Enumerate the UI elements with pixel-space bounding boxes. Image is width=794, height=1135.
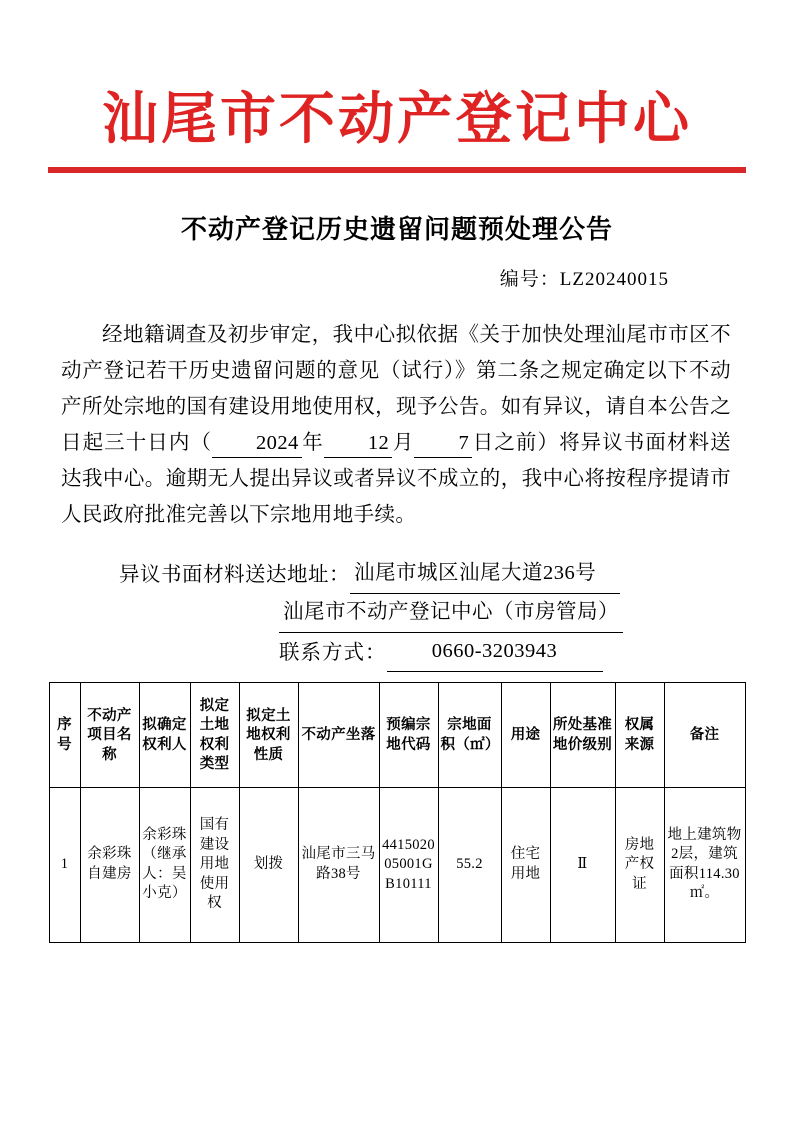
cell-usage: 住宅用地 [501,787,550,942]
deadline-year-field: 2024 [212,429,302,458]
paragraph-part-2: 前）将异议书面材料送达我中心。逾期无人提出异议或者异议不成立的，我中心将按程序提请市人民政府批准完善以下宗地用地手续。 [61,431,731,526]
body-text [47,317,747,533]
day-unit: 日之 [472,431,516,454]
organization-title: 汕尾市不动产登记中心 [102,86,692,152]
table-row [49,787,745,942]
column-header-parcel-code: 预编宗地代码 [379,682,438,787]
cell-parcel-code: 441502005001GB10111 [379,787,438,942]
delivery-address-row-2 [119,594,747,633]
column-header-benchmark-level: 所处基准地价级别 [550,682,615,787]
delivery-address-row-1 [119,555,747,594]
column-header-right-type: 拟定土地权利类型 [190,682,239,787]
paragraph-part-1: 经地籍调查及初步审定，我中心拟依据《关于加快处理汕尾市市区不动产登记若干历史遗留问题的意见（试行）》第二条之规定确定以下不动产所处宗地的国有建设用地使用权，现予公告。如有异议，请自本公告之日起三十日内（ [61,323,731,454]
parcel-table-body [49,787,745,942]
column-header-usage: 用途 [501,682,550,787]
column-header-right-nature: 拟定土地权利性质 [239,682,298,787]
cell-seq: 1 [49,787,80,942]
deadline-month-field: 12 [324,429,392,458]
page-title: 不动产登记历史遗留问题预处理公告 [180,214,613,245]
deadline-day-field: 7 [414,429,472,458]
contact-phone: 0660-3203943 [387,633,603,672]
parcel-table-wrapper [47,682,747,943]
cell-right-type: 国有建设用地使用权 [190,787,239,942]
cell-parcel-area: 55.2 [438,787,501,942]
document-number-value: LZ20240015 [559,268,669,290]
document-number [47,264,747,291]
parcel-table [49,682,746,943]
month-unit: 月 [392,431,415,454]
cell-remarks: 地上建筑物2层，建筑面积114.30㎡。 [664,787,745,942]
cell-benchmark-level: Ⅱ [550,787,615,942]
parcel-table-header [49,682,745,787]
delivery-address-line-2: 汕尾市不动产登记中心（市房管局） [279,594,623,633]
year-unit: 年 [301,431,324,454]
column-header-title-source: 权属来源 [615,682,664,787]
cell-project-name: 余彩珠自建房 [80,787,139,942]
column-header-remarks: 备注 [664,682,745,787]
contact-row [119,633,747,672]
cell-title-source: 房地产权证 [615,787,664,942]
column-header-project-name: 不动产项目名称 [80,682,139,787]
cell-right-holder: 余彩珠（继承人：吴小克） [139,787,190,942]
document-number-label: 编号： [499,268,560,290]
delivery-address-line-1: 汕尾市城区汕尾大道236号 [350,555,620,594]
column-header-location: 不动产坐落 [298,682,379,787]
cell-right-nature: 划拨 [239,787,298,942]
column-header-parcel-area: 宗地面积（㎡） [438,682,501,787]
contact-label: 联系方式： [279,641,387,664]
column-header-right-holder: 拟确定权利人 [139,682,190,787]
masthead-red-rule [48,167,746,173]
cell-location: 汕尾市三马路38号 [298,787,379,942]
announcement-paragraph [61,317,731,533]
delivery-address-label: 异议书面材料送达地址： [119,563,350,586]
table-header-row [49,682,745,787]
masthead [47,0,747,173]
column-header-seq: 序号 [49,682,80,787]
delivery-address-block [47,555,747,672]
